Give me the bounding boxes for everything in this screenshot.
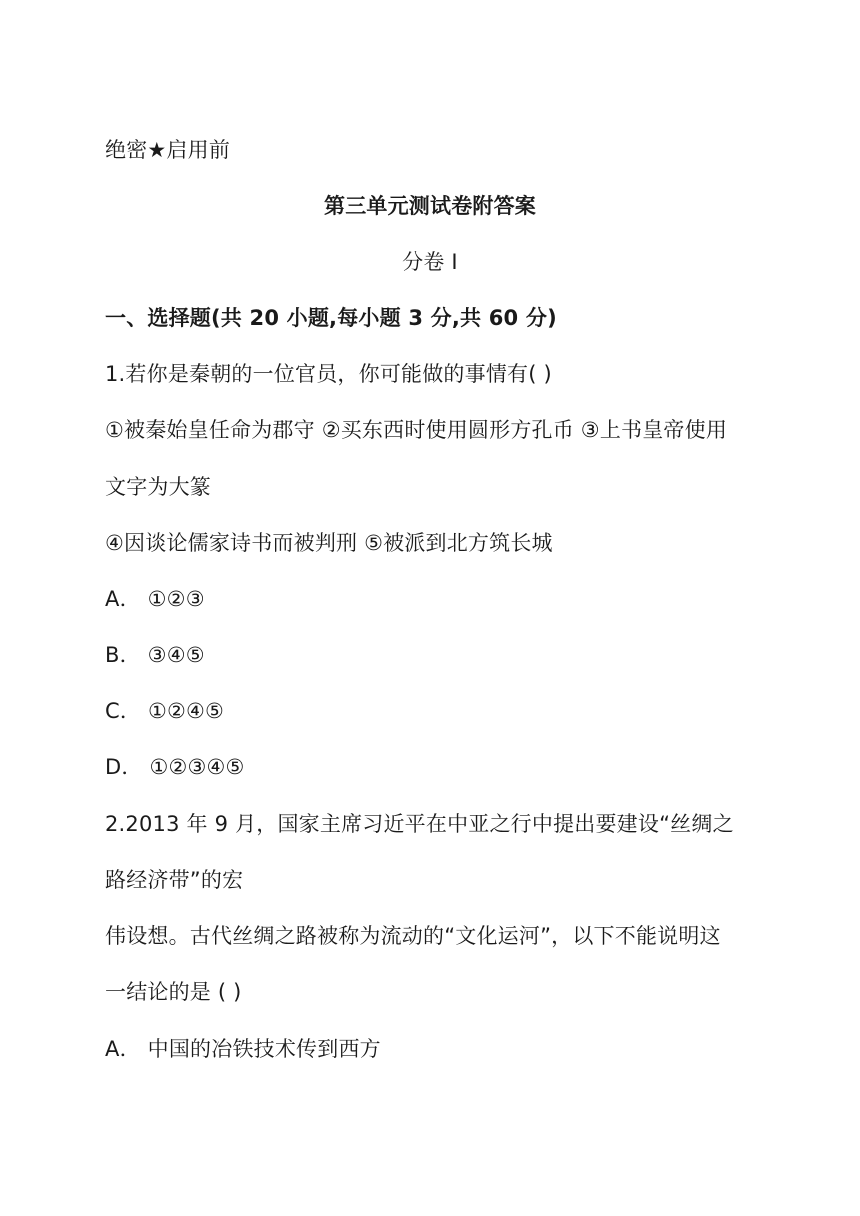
confidential-label: 绝密★启用前 [105,138,231,162]
question-2-stem: 伟设想。古代丝绸之路被称为流动的“文化运河”，以下不能说明这 [105,924,721,948]
question-2-option-a: A． 中国的冶铁技术传到西方 [105,1037,381,1061]
question-1-option-d: D． ①②③④⑤ [105,755,245,779]
question-1-stem: 1.若你是秦朝的一位官员，你可能做的事情有( ) [105,362,552,386]
question-1-option-b: B． ③④⑤ [105,643,205,667]
section-heading: 一、选择题(共 20 小题,每小题 3 分,共 60 分) [105,306,557,330]
question-2-stem: 一结论的是 ( ) [105,980,242,1004]
question-1-option-c: C． ①②④⑤ [105,699,225,723]
question-1-statement: ④因谈论儒家诗书而被判刑 ⑤被派到北方筑长城 [105,531,553,555]
document-title: 第三单元测试卷附答案 [324,194,536,218]
question-2-stem: 2.2013 年 9 月，国家主席习近平在中亚之行中提出要建设“丝绸之 [105,812,734,836]
question-2-stem: 路经济带”的宏 [105,868,244,892]
question-1-statement: 文字为大篆 [105,475,211,499]
question-1-option-a: A． ①②③ [105,587,205,611]
volume-label: 分卷 I [402,250,458,274]
question-1-statement: ①被秦始皇任命为郡守 ②买东西时使用圆形方孔币 ③上书皇帝使用 [105,418,728,442]
